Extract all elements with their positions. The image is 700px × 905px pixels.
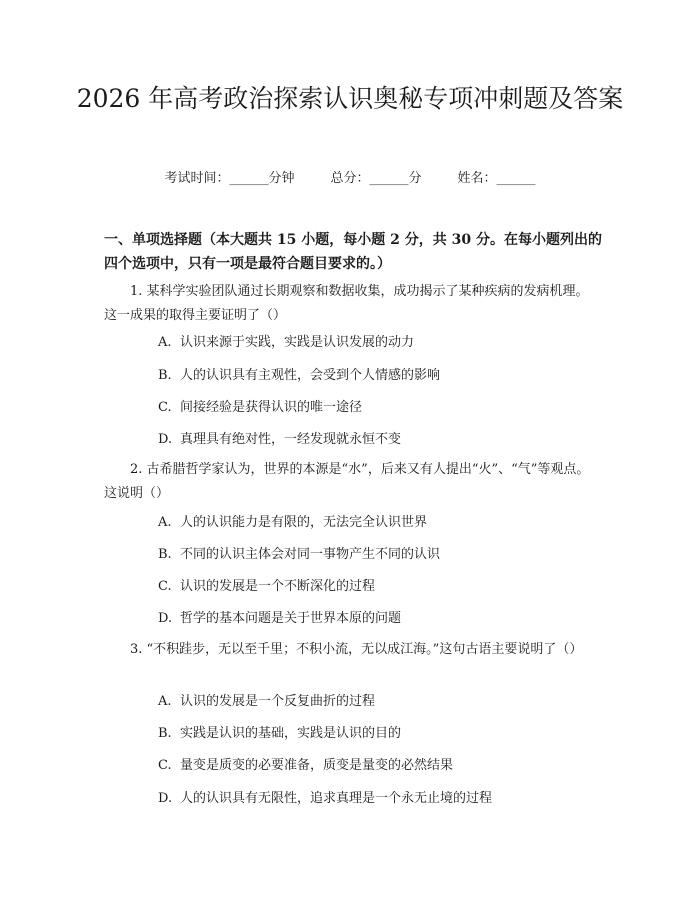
option-text: 人的认识能力是有限的，无法完全认识世界 <box>180 515 428 530</box>
option-label: C. <box>158 400 172 415</box>
option-label: D. <box>158 432 173 447</box>
question-2-option-d <box>158 610 598 628</box>
exam-meta <box>0 170 700 188</box>
question-1-option-a <box>158 334 598 352</box>
option-text: 人的认识具有主观性，会受到个人情感的影响 <box>180 368 441 383</box>
question-1-option-d <box>158 431 598 449</box>
option-label: A. <box>158 335 172 350</box>
total-score-field: 总分：______分 <box>330 171 422 186</box>
section-heading: 一、单项选择题（本大题共 15 小题，每小题 2 分，共 30 分。在每小题列出的四个选项中，只有一项是最符合题目要求的。） <box>104 232 602 272</box>
question-2-stem: 2. 古希腊哲学家认为，世界的本源是“水”，后来又有人提出“火”、“气”等观点。这说明（） <box>104 462 590 501</box>
option-label: C. <box>158 579 172 594</box>
question-2-option-a <box>158 514 598 532</box>
question-3-option-b <box>158 725 598 743</box>
question-3-option-a <box>158 693 598 711</box>
option-label: B. <box>158 368 172 383</box>
option-label: C. <box>158 758 172 773</box>
question-1-option-b <box>158 367 598 385</box>
option-text: 认识来源于实践，实践是认识发展的动力 <box>180 335 415 350</box>
option-text: 认识的发展是一个反复曲折的过程 <box>180 694 376 709</box>
option-text: 量变是质变的必要准备，质变是量变的必然结果 <box>180 758 454 773</box>
option-label: B. <box>158 726 172 741</box>
option-label: B. <box>158 547 172 562</box>
question-3-option-d <box>158 790 598 808</box>
question-1-stem: 1. 某科学实验团队通过长期观察和数据收集，成功揭示了某种疾病的发病机理。这一成果的取得主要证明了（） <box>104 284 589 323</box>
exam-time-field: 考试时间：______分钟 <box>164 171 295 186</box>
option-label: D. <box>158 611 173 626</box>
question-1-option-c <box>158 399 598 417</box>
student-name-field: 姓名：______ <box>457 171 536 186</box>
option-text: 哲学的基本问题是关于世界本原的问题 <box>180 611 402 626</box>
question-3-stem: 3. “不积跬步，无以至千里；不积小流，无以成江海。”这句古语主要说明了（） <box>130 642 583 657</box>
option-label: D. <box>158 791 173 806</box>
option-text: 间接经验是获得认识的唯一途径 <box>180 400 363 415</box>
option-text: 实践是认识的基础，实践是认识的目的 <box>180 726 402 741</box>
question-2-option-c <box>158 578 598 596</box>
option-text: 不同的认识主体会对同一事物产生不同的认识 <box>180 547 441 562</box>
question-2-option-b <box>158 546 598 564</box>
option-label: A. <box>158 694 172 709</box>
option-text: 真理具有绝对性，一经发现就永恒不变 <box>180 432 402 447</box>
question-3-option-c <box>158 757 598 775</box>
page-title: 2026 年高考政治探索认识奥秘专项冲刺题及答案 <box>76 84 624 113</box>
option-label: A. <box>158 515 172 530</box>
option-text: 人的认识具有无限性，追求真理是一个永无止境的过程 <box>180 791 493 806</box>
option-text: 认识的发展是一个不断深化的过程 <box>180 579 376 594</box>
